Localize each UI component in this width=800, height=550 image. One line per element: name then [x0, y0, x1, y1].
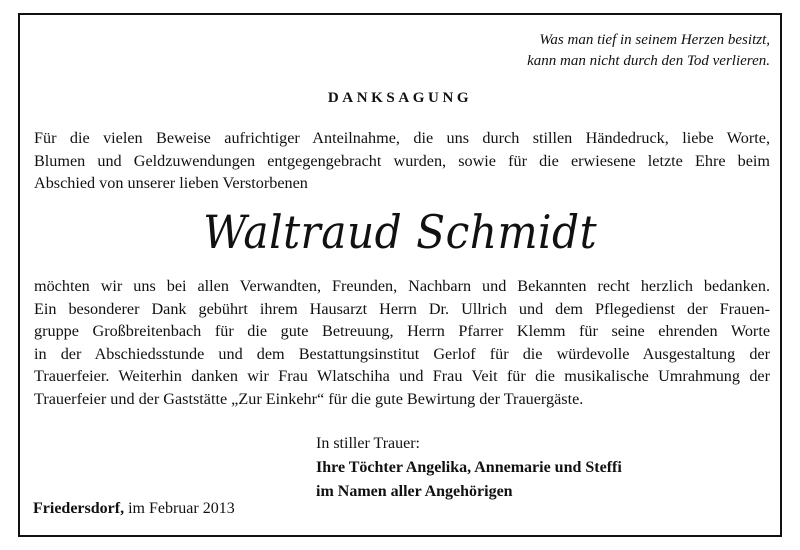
motto-line-2: kann man nicht durch den Tod verlieren.	[527, 53, 770, 69]
date-text: im Februar 2013	[128, 500, 235, 517]
intro-line-1: Für die vielen Beweise aufrichtiger Anteilnahme, die uns durch stillen Händedruck, liebe Worte,	[34, 129, 770, 147]
place-name: Friedersdorf,	[33, 500, 125, 517]
intro-line-3: Abschied von unserer lieben Verstorbenen	[34, 174, 308, 192]
intro-line-2: Blumen und Geldzuwendungen entgegengebracht wurden, sowie für die erwiesene letzte Ehre beim	[34, 151, 770, 170]
motto-quote	[527, 30, 770, 72]
signers-line-1: Ihre Töchter Angelika, Annemarie und Steffi	[316, 459, 622, 476]
mourning-block	[316, 432, 622, 504]
body-line-2: Ein besonderer Dank gebührt ihrem Hausarzt Herrn Dr. Ullrich und dem Pflegedienst der Frauen-	[34, 299, 770, 318]
body-line-4: in der Abschiedsstunde und dem Bestattungsinstitut Gerlof für die würdevolle Ausgestaltung der	[34, 344, 770, 363]
mourning-intro: In stiller Trauer:	[316, 435, 420, 452]
body-line-6: Trauerfeier und der Gaststätte „Zur Einkehr“ für die gute Bewirtung der Trauergäste.	[34, 389, 584, 408]
body-line-3: gruppe Großbreitenbach für die gute Betreuung, Herrn Pfarrer Klemm für seine ehrenden Worte	[34, 322, 770, 340]
body-line-5: Trauerfeier. Weiterhin danken wir Frau Wlatschiha und Frau Veit für die musikalische Umrahmung der	[34, 367, 770, 385]
thanks-paragraph	[34, 275, 770, 410]
body-line-1: möchten wir uns bei allen Verwandten, Freunden, Nachbarn und Bekannten recht herzlich bedanken.	[34, 277, 770, 295]
deceased-name-text: Waltraud Schmidt	[203, 205, 597, 259]
place-date	[33, 497, 235, 521]
heading-danksagung: DANKSAGUNG	[327, 90, 473, 106]
signers-line-2: im Namen aller Angehörigen	[316, 483, 513, 500]
deceased-name	[0, 202, 800, 262]
motto-line-1: Was man tief in seinem Herzen besitzt,	[539, 32, 770, 48]
intro-paragraph	[34, 127, 770, 195]
